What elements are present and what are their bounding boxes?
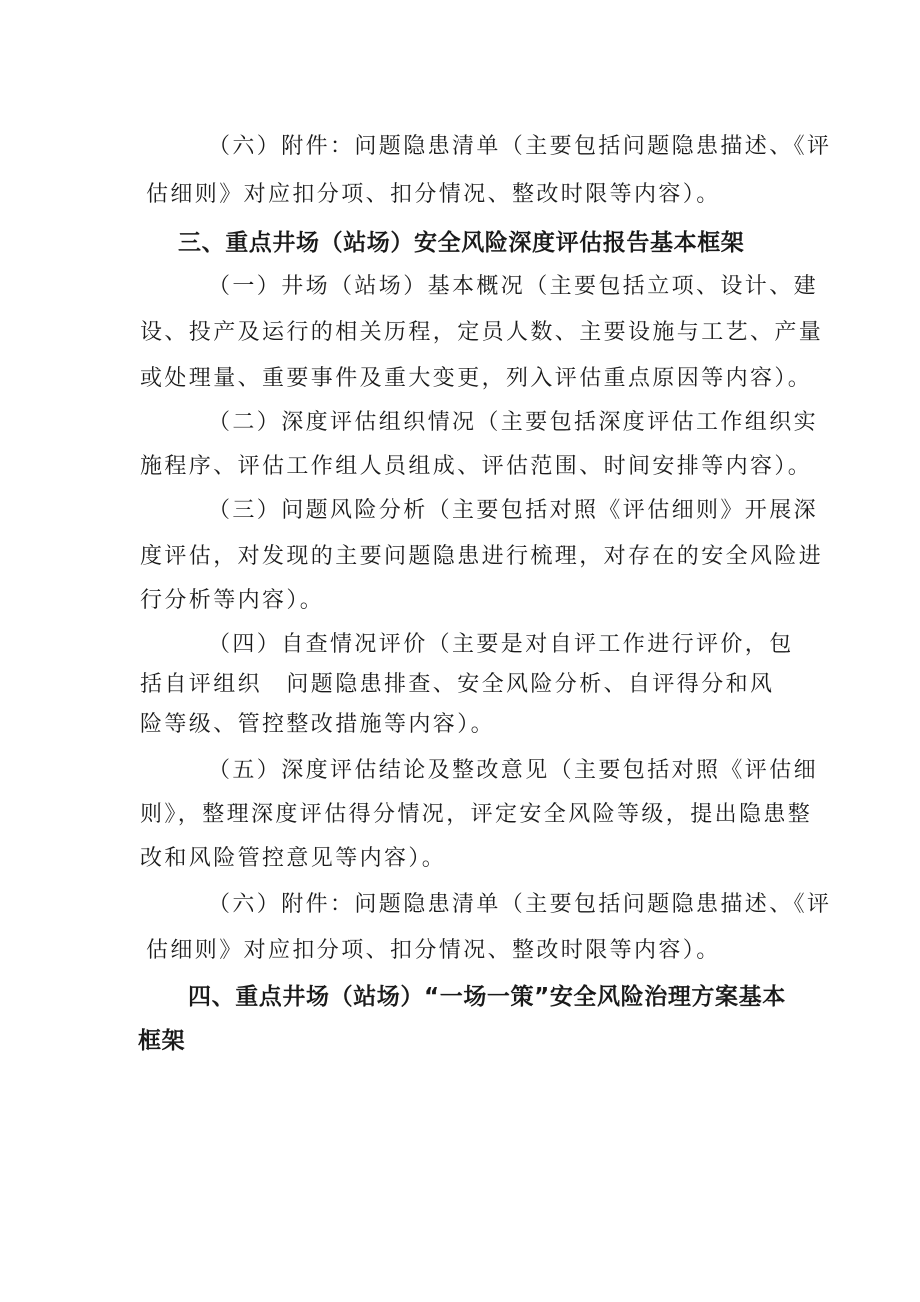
paragraph-line: （六）附件：问题隐患清单（主要包括问题隐患描述、《评 (208, 892, 832, 917)
section-heading: 三、重点井场（站场）安全风险深度评估报告基本框架 (178, 230, 745, 256)
paragraph-line: 估细则》对应扣分项、扣分情况、整改时限等内容）。 (146, 182, 721, 207)
paragraph-line: 设、投产及运行的相关历程，定员人数、主要设施与工艺、产量 (140, 320, 824, 345)
paragraph-line: 度评估，对发现的主要问题隐患进行梳理，对存在的安全风险进 (140, 544, 824, 569)
paragraph-line: 改和风险管控意见等内容）。 (140, 846, 447, 871)
paragraph-line: （六）附件：问题隐患清单（主要包括问题隐患描述、《评 (208, 134, 832, 159)
paragraph-line: 括自评组织 问题隐患排查、安全风险分析、自评得分和风 (140, 672, 775, 697)
paragraph-line: 行分析等内容）。 (140, 588, 325, 613)
paragraph-line: 或处理量、重要事件及重大变更，列入评估重点原因等内容）。 (140, 366, 813, 391)
paragraph-line: （三）问题风险分析（主要包括对照《评估细则》开展深 (208, 498, 819, 523)
paragraph-line: 则》，整理深度评估得分情况，评定安全风险等级，提出隐患整 (140, 802, 813, 827)
paragraph-line: （五）深度评估结论及整改意见（主要包括对照《评估细 (208, 758, 819, 783)
paragraph-line: 施程序、评估工作组人员组成、评估范围、时间安排等内容）。 (140, 454, 813, 479)
paragraph-line: 险等级、管控整改措施等内容）。 (140, 712, 496, 737)
section-heading: 框架 (138, 1028, 186, 1054)
paragraph-line: （二）深度评估组织情况（主要包括深度评估工作组织实 (208, 410, 819, 435)
paragraph-line: （四）自查情况评价（主要是对自评工作进行评价，包 (208, 632, 794, 657)
paragraph-line: （一）井场（站场）基本概况（主要包括立项、设计、建 (208, 274, 819, 299)
paragraph-line: 估细则》对应扣分项、扣分情况、整改时限等内容）。 (146, 938, 721, 963)
section-heading: 四、重点井场（站场）“一场一策”安全风险治理方案基本 (188, 984, 786, 1010)
